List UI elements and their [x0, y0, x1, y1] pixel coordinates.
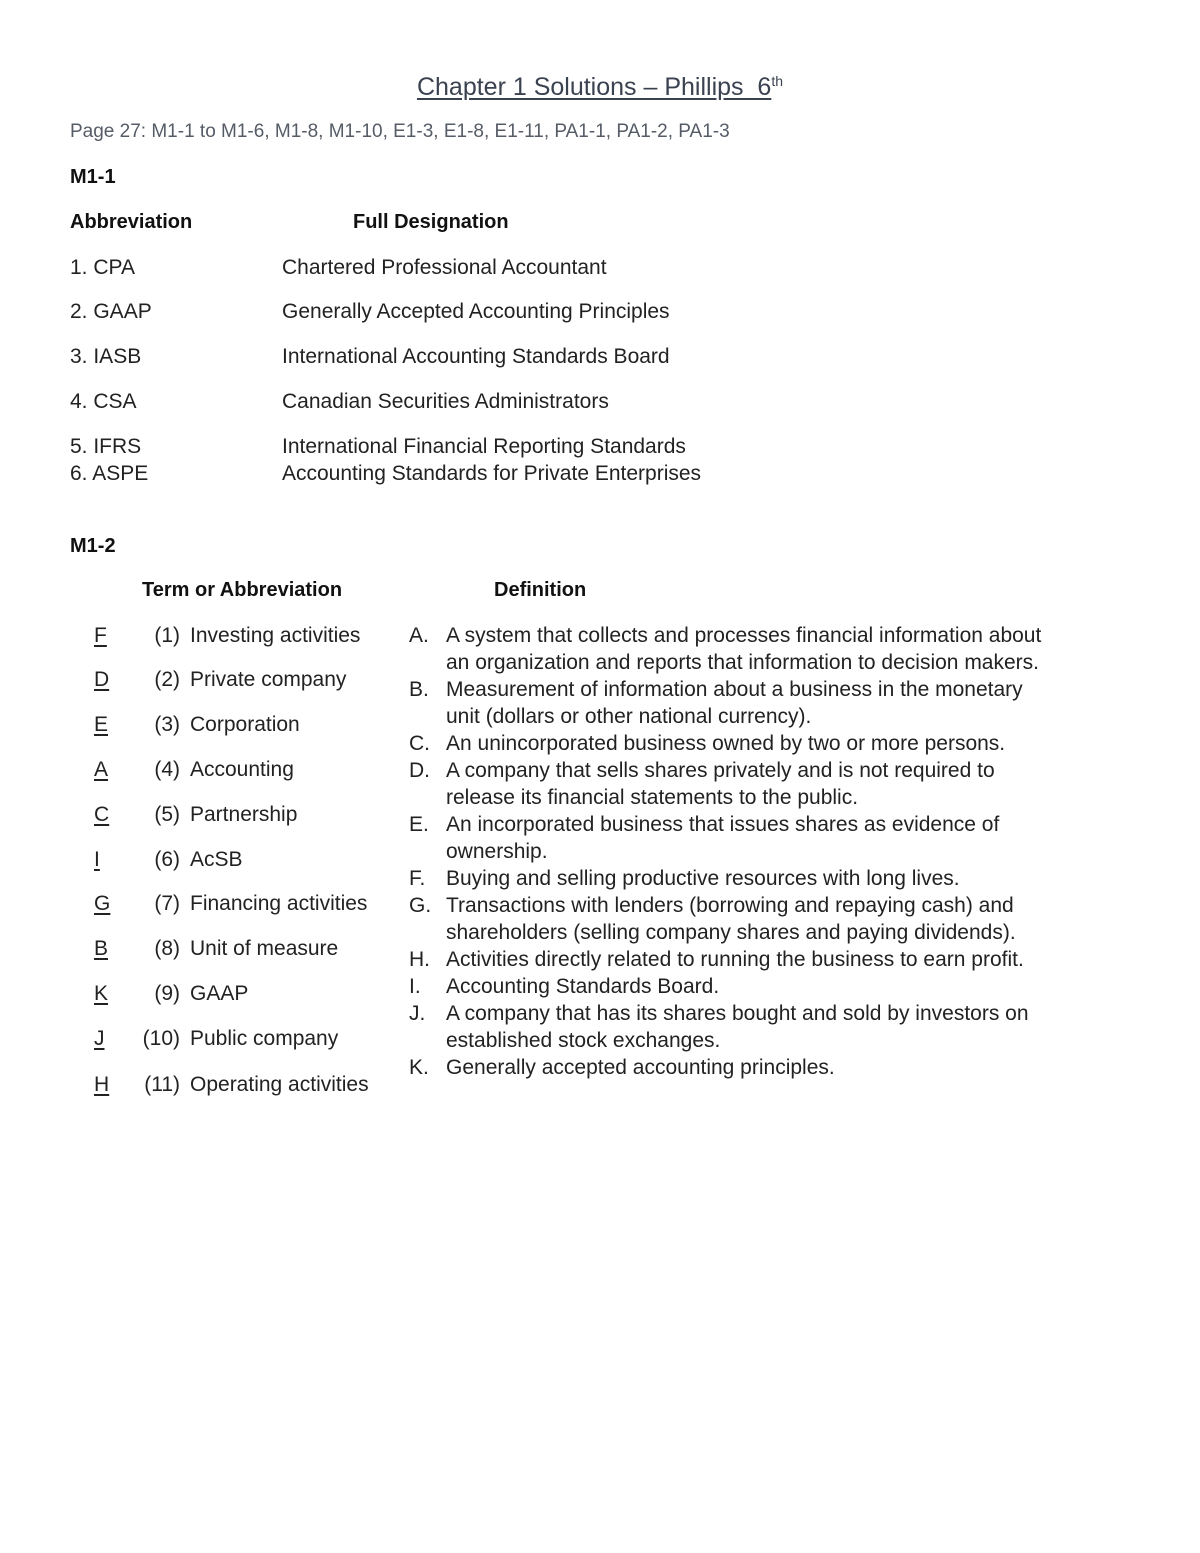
- term-row: [70, 890, 400, 918]
- term-number: (10): [142, 1027, 180, 1050]
- term-row: [70, 801, 400, 829]
- column-header-abbreviation: Abbreviation: [70, 211, 193, 233]
- answer-letter: H: [94, 1073, 110, 1096]
- term-text: Corporation: [190, 713, 300, 736]
- term-text: Accounting: [190, 758, 294, 781]
- term-text: AcSB: [190, 848, 243, 871]
- definition-item: [409, 865, 1049, 892]
- answer-letter: D: [94, 668, 110, 691]
- term-row: [70, 666, 400, 694]
- term-text: GAAP: [190, 982, 249, 1005]
- definition-item: [409, 730, 1049, 757]
- term-number: (8): [154, 937, 180, 960]
- term-number: (7): [154, 892, 180, 915]
- term-text: Unit of measure: [190, 937, 339, 960]
- definition-letter: A.: [409, 624, 429, 647]
- definition-item: [409, 1054, 1049, 1081]
- definition-letter: B.: [409, 678, 429, 701]
- definition-letter: F.: [409, 867, 426, 890]
- answer-letter: K: [94, 982, 109, 1005]
- abbreviation-row: [70, 344, 970, 370]
- definition-text: A company that has its shares bought and sold by investors on established stock exchanges.: [446, 1002, 1029, 1052]
- abbreviation-row: [70, 389, 970, 415]
- definition-text: An unincorporated business owned by two or more persons.: [446, 732, 1006, 755]
- term-number: (6): [154, 848, 180, 871]
- section-heading-m1-2: M1-2: [70, 535, 116, 557]
- term-number: (4): [154, 758, 180, 781]
- title-text: Chapter 1 Solutions – Phillips_6: [416, 73, 772, 101]
- term-row: [70, 1025, 400, 1053]
- term-text: Private company: [190, 668, 347, 691]
- term-row: [70, 980, 400, 1008]
- abbreviation: 1. CPA: [70, 256, 135, 279]
- definition-letter: E.: [409, 813, 429, 836]
- term-row: [70, 846, 400, 874]
- definition-letter: C.: [409, 732, 430, 755]
- term-text: Financing activities: [190, 892, 368, 915]
- definition-item: [409, 757, 1049, 811]
- full-designation: International Financial Reporting Standards: [282, 435, 686, 458]
- abbreviation-row: [70, 255, 970, 281]
- answer-letter: B: [94, 937, 109, 960]
- answer-letter: C: [94, 803, 110, 826]
- full-designation: Generally Accepted Accounting Principles: [282, 300, 670, 323]
- answer-letter: J: [94, 1027, 105, 1050]
- definition-text: Transactions with lenders (borrowing and repaying cash) and shareholders (selling company shares and paying dividends).: [446, 894, 1016, 944]
- page-title: [0, 70, 1200, 104]
- answer-letter: G: [94, 892, 111, 915]
- abbreviation-row: [70, 461, 970, 487]
- term-number: (11): [144, 1073, 180, 1096]
- term-number: (5): [154, 803, 180, 826]
- abbreviation-row: [70, 434, 970, 460]
- term-row: [70, 711, 400, 739]
- definition-text: A system that collects and processes financial information about an organization and reports that information to decision makers.: [446, 624, 1042, 674]
- term-text: Public company: [190, 1027, 339, 1050]
- abbreviation: 4. CSA: [70, 390, 137, 413]
- definition-item: [409, 676, 1049, 730]
- definition-letter: H.: [409, 948, 430, 971]
- definition-text: A company that sells shares privately and is not required to release its financial statements to the public.: [446, 759, 995, 809]
- abbreviation-row: [70, 299, 970, 325]
- column-header-full-designation: Full Designation: [353, 211, 509, 233]
- abbreviation: 6. ASPE: [70, 462, 149, 485]
- definition-item: [409, 811, 1049, 865]
- definition-text: An incorporated business that issues shares as evidence of ownership.: [446, 813, 1000, 863]
- definition-text: Accounting Standards Board.: [446, 975, 720, 998]
- term-row: [70, 1071, 400, 1099]
- definition-item: [409, 946, 1049, 973]
- definition-letter: I.: [409, 975, 421, 998]
- term-text: Operating activities: [190, 1073, 369, 1096]
- definition-letter: J.: [409, 1002, 426, 1025]
- answer-letter: I: [94, 848, 100, 871]
- title-superscript: th: [771, 73, 784, 89]
- abbreviation: 5. IFRS: [70, 435, 142, 458]
- definition-item: [409, 622, 1049, 676]
- term-row: [70, 935, 400, 963]
- definition-text: Measurement of information about a business in the monetary unit (dollars or other national currency).: [446, 678, 1023, 728]
- definition-item: [409, 892, 1049, 946]
- column-header-definition: Definition: [494, 579, 587, 601]
- answer-letter: F: [94, 624, 107, 647]
- term-text: Partnership: [190, 803, 298, 826]
- term-number: (1): [154, 624, 180, 647]
- full-designation: Canadian Securities Administrators: [282, 390, 609, 413]
- term-number: (2): [154, 668, 180, 691]
- definition-text: Generally accepted accounting principles.: [446, 1056, 835, 1079]
- abbreviation: 2. GAAP: [70, 300, 152, 323]
- term-number: (9): [154, 982, 180, 1005]
- column-header-term: Term or Abbreviation: [142, 579, 343, 601]
- page-reference: Page 27: M1-1 to M1-6, M1-8, M1-10, E1-3, E1-8, E1-11, PA1-1, PA1-2, PA1-3: [70, 121, 730, 142]
- definition-letter: K.: [409, 1056, 429, 1079]
- definitions-list: [409, 622, 1049, 1081]
- full-designation: Accounting Standards for Private Enterprises: [282, 462, 702, 485]
- term-text: Investing activities: [190, 624, 361, 647]
- definition-letter: G.: [409, 894, 432, 917]
- abbreviation: 3. IASB: [70, 345, 142, 368]
- term-number: (3): [154, 713, 180, 736]
- definition-item: [409, 973, 1049, 1000]
- answer-letter: E: [94, 713, 109, 736]
- definition-item: [409, 1000, 1049, 1054]
- term-row: [70, 622, 400, 650]
- full-designation: Chartered Professional Accountant: [282, 256, 607, 279]
- section-heading-m1-1: M1-1: [70, 166, 116, 188]
- definition-text: Buying and selling productive resources with long lives.: [446, 867, 960, 890]
- definition-letter: D.: [409, 759, 430, 782]
- full-designation: International Accounting Standards Board: [282, 345, 670, 368]
- term-row: [70, 756, 400, 784]
- answer-letter: A: [94, 758, 109, 781]
- definition-text: Activities directly related to running the business to earn profit.: [446, 948, 1024, 971]
